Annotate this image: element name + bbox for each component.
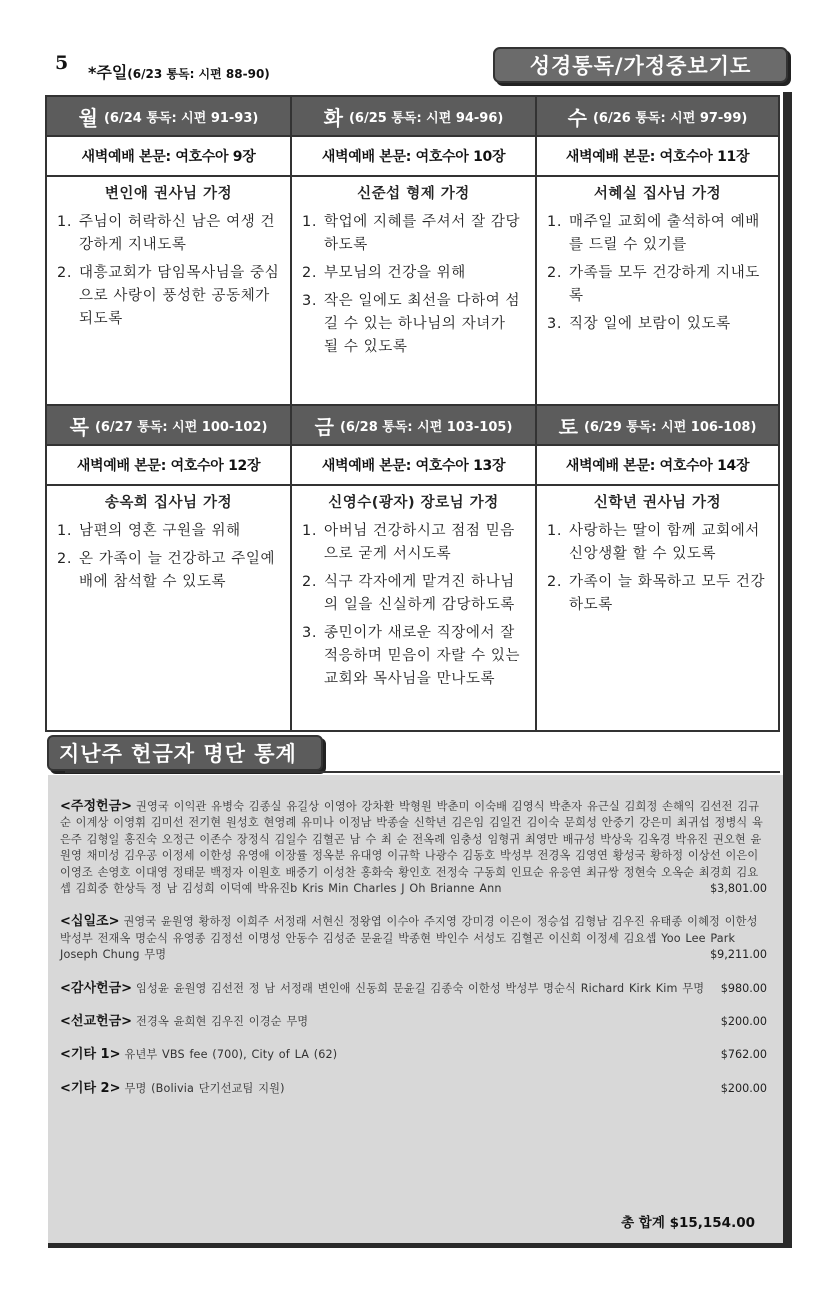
day-header xyxy=(292,406,535,446)
prayer-list xyxy=(302,520,525,691)
donation-amount: $9,211.00 xyxy=(710,948,767,962)
day-reading: (6/26 통독: 시편 97-99) xyxy=(592,110,748,126)
donation-category: <기타 2> xyxy=(60,1080,121,1096)
day-header xyxy=(47,406,290,446)
prayer-text: 매주일 교회에 출석하여 예배를 드릴 수 있기를 xyxy=(569,214,760,253)
prayer-item xyxy=(302,262,525,285)
sermon-text: 새벽예배 본문: 여호수아 11장 xyxy=(537,137,778,177)
prayer-number: 2. xyxy=(547,265,563,281)
prayer-number: 2. xyxy=(302,265,318,281)
offering-stats-panel xyxy=(48,775,783,1245)
prayer-text: 식구 각자에게 맡겨진 하나님의 일을 신실하게 감당하도록 xyxy=(324,574,515,613)
donation-category: <십일조> xyxy=(60,914,120,930)
prayer-item xyxy=(302,622,525,691)
day-cell-thu xyxy=(45,406,290,732)
stats-title: 지난주 헌금자 명단 통계 xyxy=(47,735,323,771)
prayer-item xyxy=(57,262,280,331)
prayer-text: 작은 일에도 최선을 다하여 섬길 수 있는 하나님의 자녀가 될 수 있도록 xyxy=(324,293,521,355)
panel-bottom-shadow xyxy=(48,1243,792,1248)
prayer-text: 직장 일에 보람이 있도록 xyxy=(569,316,731,332)
donation-entry xyxy=(60,1014,767,1030)
prayer-number: 3. xyxy=(302,625,318,641)
prayer-text: 종민이가 새로운 직장에서 잘 적응하며 믿음이 자랄 수 있는 교회와 목사님을 만나도록 xyxy=(324,625,521,687)
page-number: 5 xyxy=(55,52,69,74)
donation-entry xyxy=(60,1047,767,1063)
sermon-text: 새벽예배 본문: 여호수아 13장 xyxy=(292,446,535,486)
day-reading: (6/27 통독: 시편 100-102) xyxy=(94,419,268,435)
prayer-item xyxy=(547,211,768,257)
family-name: 송옥희 집사님 가정 xyxy=(104,495,233,511)
day-reading: (6/24 통독: 시편 91-93) xyxy=(103,110,259,126)
donation-amount: $3,801.00 xyxy=(710,882,767,896)
prayer-body xyxy=(47,177,290,404)
sunday-prefix: * xyxy=(88,63,97,82)
day-header xyxy=(537,97,778,137)
sermon-text: 새벽예배 본문: 여호수아 10장 xyxy=(292,137,535,177)
prayer-number: 1. xyxy=(302,523,318,539)
prayer-text: 아버님 건강하시고 점점 믿음으로 굳게 서시도록 xyxy=(324,523,515,562)
prayer-list xyxy=(547,520,768,617)
day-header xyxy=(47,97,290,137)
prayer-list xyxy=(57,520,280,594)
donor-names: 무명 (Bolivia 단기선교팀 지원) xyxy=(124,1081,285,1095)
prayer-item xyxy=(547,262,768,308)
donation-amount: $200.00 xyxy=(720,1015,767,1029)
prayer-list xyxy=(302,211,525,359)
day-name: 월 xyxy=(78,105,98,130)
donation-entry xyxy=(60,981,767,997)
donor-names: 유년부 VBS fee (700), City of LA (62) xyxy=(124,1048,338,1062)
sunday-label: 주일 xyxy=(96,63,128,82)
sermon-text: 새벽예배 본문: 여호수아 12장 xyxy=(47,446,290,486)
prayer-number: 2. xyxy=(302,574,318,590)
donation-amount: $980.00 xyxy=(720,981,767,995)
prayer-item xyxy=(302,290,525,359)
prayer-text: 가족들 모두 건강하게 지내도록 xyxy=(569,265,760,304)
prayer-body xyxy=(537,177,778,404)
day-header xyxy=(292,97,535,137)
frame-shadow xyxy=(783,92,792,1247)
prayer-grid xyxy=(45,95,780,732)
donation-amount: $200.00 xyxy=(720,1081,767,1095)
prayer-body xyxy=(292,486,535,730)
family-name: 신학년 권사님 가정 xyxy=(593,495,722,511)
prayer-number: 1. xyxy=(547,523,563,539)
prayer-number: 2. xyxy=(57,551,73,567)
donation-entry xyxy=(60,799,767,897)
donor-names: 권영국 이익관 유병숙 김종실 유길상 이영아 강차환 박형원 박춘미 이숙배 김영식 박춘자 유근실 김희정 손해익 김선전 김규순 이계상 이영휘 김미선 전기현 원성호 현영례 유미나 이정남 박종술 신학년 김은임 김일건 김이숙 문희성 안중기 강은미 최귀섭 정병식 육은주 김형일 홍진숙 오정근 이존수 장정식 김일수 김혈곤 남 수 최 순 전옥례 임충성 임형귀 최영만 배규성 박상욱 김옥경 박유진 권오현 윤원영 채미성 김우공 이정세 이한성 유영애 이장률 정옥분 유대영 이규학 나광수 김동호 박성부 전경옥 김영연 황성국 황하정 이상선 이은이 이영조 손영호 이대영 정태문 백정자 이원호 배중기 이성찬 홍화숙 황인호 전정숙 구동희 인묘순 유응연 최규쌍 정현숙 오옥순 최경희 김요셉 김희중 한상득 정 남 김성희 이덕예 박유진b Kris Min Charles J Oh Brianne Ann xyxy=(60,800,764,896)
prayer-item xyxy=(57,520,280,543)
prayer-number: 1. xyxy=(57,214,73,230)
donation-category: <주정헌금> xyxy=(60,799,133,814)
prayer-item xyxy=(547,571,768,617)
stats-divider xyxy=(65,771,780,773)
prayer-item xyxy=(547,313,768,336)
prayer-text: 남편의 영혼 구원을 위해 xyxy=(79,523,241,539)
day-cell-sat xyxy=(535,406,780,732)
day-reading: (6/25 통독: 시편 94-96) xyxy=(348,110,504,126)
donor-names: 권영국 윤원영 황하정 이희주 서정래 서현신 정왕엽 이수아 주지영 강미경 이은이 정승섭 김형남 김우진 유태종 이혜정 이한성 박성부 전재옥 명순식 유영종 김정선 이명성 안동수 김성준 문윤길 박종현 박인수 서성도 김혈곤 이신희 이정세 김요셉 Yoo Lee Park Joseph Chung 무명 xyxy=(60,915,758,962)
prayer-text: 사랑하는 딸이 함께 교회에서 신앙생활 할 수 있도록 xyxy=(569,523,760,562)
prayer-item xyxy=(547,520,768,566)
family-name: 변인애 권사님 가정 xyxy=(104,186,233,202)
day-name: 토 xyxy=(558,414,578,439)
prayer-text: 학업에 지혜를 주셔서 잘 감당하도록 xyxy=(324,214,521,253)
donor-names: 임성윤 윤원영 김선전 정 남 서정래 변인애 신동희 문윤길 김종숙 이한성 박성부 명순식 Richard Kirk Kim 무명 xyxy=(136,981,705,995)
prayer-number: 1. xyxy=(302,214,318,230)
prayer-item xyxy=(302,520,525,566)
section-title: 성경통독/가정중보기도 xyxy=(493,47,788,83)
day-cell-wed xyxy=(535,95,780,406)
prayer-row-2 xyxy=(45,406,780,732)
day-name: 목 xyxy=(69,414,89,439)
prayer-body xyxy=(537,486,778,730)
prayer-item xyxy=(57,211,280,257)
prayer-list xyxy=(547,211,768,336)
prayer-number: 1. xyxy=(547,214,563,230)
day-cell-mon xyxy=(45,95,290,406)
donation-category: <기타 1> xyxy=(60,1047,121,1063)
prayer-item xyxy=(302,571,525,617)
prayer-number: 3. xyxy=(547,316,563,332)
donation-category: <감사헌금> xyxy=(60,980,133,996)
family-name: 신준섭 형제 가정 xyxy=(357,186,470,202)
prayer-text: 대흥교회가 담임목사님을 중심으로 사랑이 풍성한 공동체가 되도록 xyxy=(79,265,280,327)
prayer-text: 온 가족이 늘 건강하고 주일예배에 참석할 수 있도록 xyxy=(79,551,276,590)
sermon-text: 새벽예배 본문: 여호수아 9장 xyxy=(47,137,290,177)
sunday-reading-line xyxy=(88,60,270,83)
donation-category: <선교헌금> xyxy=(60,1014,133,1030)
sunday-reading: (6/23 통독: 시편 88-90) xyxy=(127,67,270,81)
prayer-number: 2. xyxy=(57,265,73,281)
donor-names: 전경옥 윤희현 김우진 이경순 무명 xyxy=(136,1015,309,1029)
prayer-text: 가족이 늘 화목하고 모두 건강하도록 xyxy=(569,574,766,613)
day-reading: (6/29 통독: 시편 106-108) xyxy=(583,419,757,435)
donation-entry xyxy=(60,1081,767,1097)
donation-entry xyxy=(60,914,767,963)
prayer-text: 주님이 허락하신 남은 여생 건강하게 지내도록 xyxy=(79,214,276,253)
day-name: 금 xyxy=(314,414,334,439)
day-cell-tue xyxy=(290,95,535,406)
prayer-body xyxy=(47,486,290,730)
prayer-number: 1. xyxy=(57,523,73,539)
day-header xyxy=(537,406,778,446)
prayer-body xyxy=(292,177,535,404)
family-name: 신영수(광자) 장로님 가정 xyxy=(328,495,499,511)
grand-total: 총 합계 $15,154.00 xyxy=(621,1214,755,1231)
day-cell-fri xyxy=(290,406,535,732)
prayer-number: 3. xyxy=(302,293,318,309)
prayer-list xyxy=(57,211,280,331)
prayer-text: 부모님의 건강을 위해 xyxy=(324,265,466,281)
prayer-item xyxy=(302,211,525,257)
day-reading: (6/28 통독: 시편 103-105) xyxy=(339,419,513,435)
day-name: 수 xyxy=(567,105,587,130)
donation-amount: $762.00 xyxy=(720,1048,767,1062)
prayer-number: 2. xyxy=(547,574,563,590)
prayer-item xyxy=(57,548,280,594)
day-name: 화 xyxy=(323,105,343,130)
sermon-text: 새벽예배 본문: 여호수아 14장 xyxy=(537,446,778,486)
family-name: 서혜실 집사님 가정 xyxy=(593,186,722,202)
prayer-row-1 xyxy=(45,95,780,406)
